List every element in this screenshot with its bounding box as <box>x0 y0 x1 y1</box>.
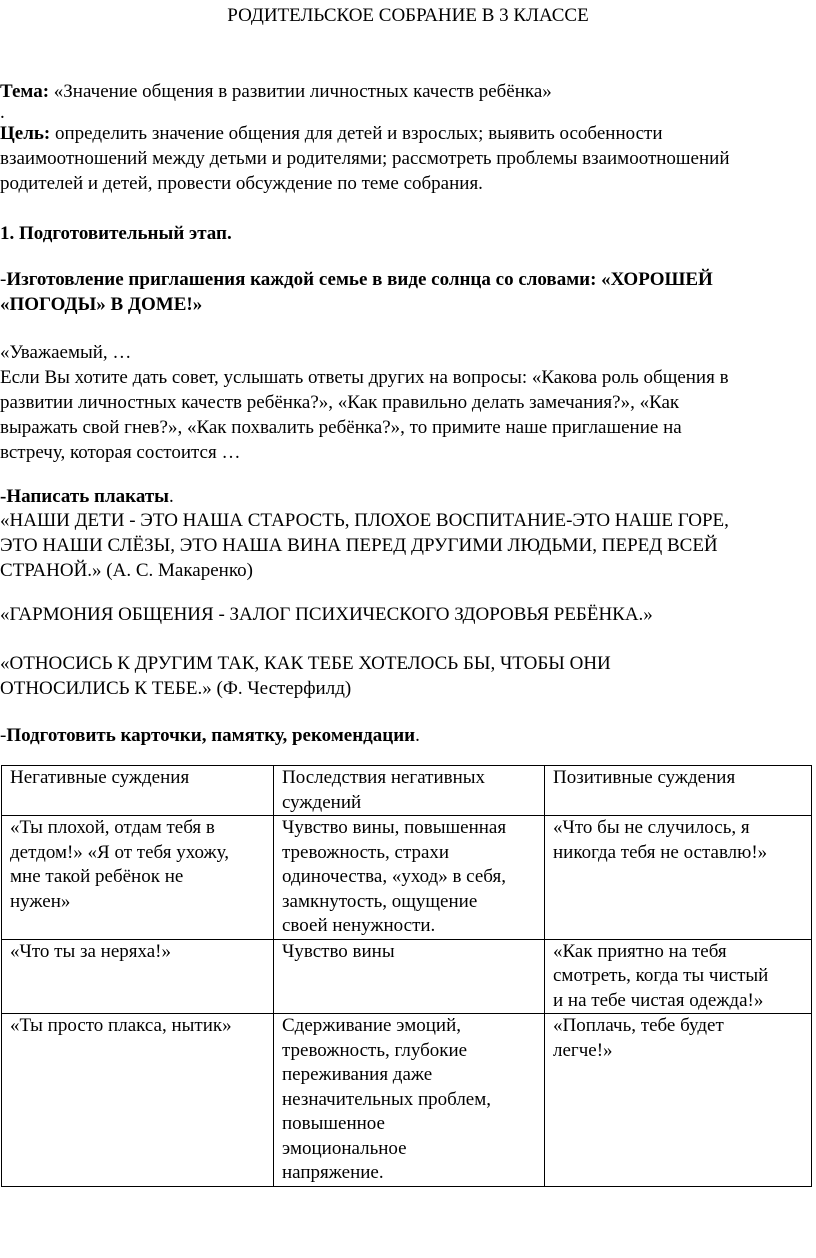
judgements-table <box>1 765 812 1187</box>
table-cell: «Что бы не случилось, я никогда тебя не оставлю!» <box>545 816 812 940</box>
letter-greeting: «Уважаемый, … <box>0 342 132 363</box>
posters-heading: -Написать плакаты. <box>0 486 174 507</box>
cards-heading: -Подготовить карточки, памятку, рекомендации. <box>0 725 420 746</box>
theme-label: Тема: <box>0 81 50 102</box>
poster-quote-2: «ГАРМОНИЯ ОБЩЕНИЯ - ЗАЛОГ ПСИХИЧЕСКОГО ЗДОРОВЬЯ РЕБЁНКА.» <box>0 604 653 625</box>
invitation-paragraph: -Изготовление приглашения каждой семье в виде солнца со словами: «ХОРОШЕЙ «ПОГОДЫ» В ДОМЕ!» <box>0 269 713 315</box>
poster-quote-3: «ОТНОСИСЬ К ДРУГИМ ТАК, КАК ТЕБЕ ХОТЕЛОСЬ БЫ, ЧТОБЫ ОНИ ОТНОСИЛИСЬ К ТЕБЕ.» (Ф. Честерфилд) <box>0 653 611 699</box>
goal-paragraph <box>0 121 810 196</box>
table-cell: «Ты плохой, отдам тебя в детдом!» «Я от тебя ухожу, мне такой ребёнок не нужен» <box>2 816 274 940</box>
document-title: РОДИТЕЛЬСКОЕ СОБРАНИЕ В 3 КЛАССЕ <box>227 5 589 26</box>
table-header-cell: Позитивные суждения <box>545 766 812 816</box>
theme-text: «Значение общения в развитии личностных качеств ребёнка» <box>53 81 552 102</box>
table-header-cell: Последствия негативных суждений <box>274 766 545 816</box>
invitation-line: Изготовление приглашения каждой семье в виде солнца со словами: «ХОРОШЕЙ <box>6 269 713 290</box>
letter-line: Если Вы хотите дать совет, услышать ответы других на вопросы: «Какова роль общения в <box>0 367 729 388</box>
table-cell: «Что ты за неряха!» <box>2 939 274 1014</box>
table-row <box>2 816 812 940</box>
theme-dot: . <box>0 102 5 123</box>
goal-label: Цель: <box>0 123 51 144</box>
table-cell: «Поплачь, тебе будет легче!» <box>545 1014 812 1187</box>
table-cell: «Как приятно на тебя смотреть, когда ты чистый и на тебе чистая одежда!» <box>545 939 812 1014</box>
table-cell: Сдерживание эмоций, тревожность, глубокие переживания даже незначительных проблем, повышенное эмоциональное напряжение. <box>274 1014 545 1187</box>
table-header-row <box>2 766 812 816</box>
table-cell: Чувство вины, повышенная тревожность, страхи одиночества, «уход» в себя, замкнутость, ощущение своей ненужности. <box>274 816 545 940</box>
table-row <box>2 939 812 1014</box>
stage-heading: 1. Подготовительный этап. <box>0 223 232 244</box>
goal-line: родителей и детей, провести обсуждение по теме собрания. <box>0 173 483 194</box>
table-row <box>2 1014 812 1187</box>
invitation-letter <box>0 340 810 465</box>
table-cell: Чувство вины <box>274 939 545 1014</box>
letter-line: развитии личностных качеств ребёнка?», «Как правильно делать замечания?», «Как <box>0 392 680 413</box>
table-cell: «Ты просто плакса, нытик» <box>2 1014 274 1187</box>
letter-line: встречу, которая состоится … <box>0 442 241 463</box>
letter-line: выражать свой гнев?», «Как похвалить ребёнка?», то примите наше приглашение на <box>0 417 682 438</box>
poster-quote-1: «НАШИ ДЕТИ - ЭТО НАША СТАРОСТЬ, ПЛОХОЕ ВОСПИТАНИЕ-ЭТО НАШЕ ГОРЕ, ЭТО НАШИ СЛЁЗЫ, ЭТО НАША ВИНА ПЕРЕД ДРУГИМИ ЛЮДЬМИ, ПЕРЕД ВСЕЙ СТРАНОЙ.» (А. С. Макаренко) <box>0 510 729 581</box>
invitation-line: «ПОГОДЫ» В ДОМЕ!» <box>0 294 203 315</box>
goal-line: взаимоотношений между детьми и родителями; рассмотреть проблемы взаимоотношений <box>0 148 730 169</box>
table-header-cell: Негативные суждения <box>2 766 274 816</box>
goal-line: определить значение общения для детей и взрослых; выявить особенности <box>55 123 663 144</box>
